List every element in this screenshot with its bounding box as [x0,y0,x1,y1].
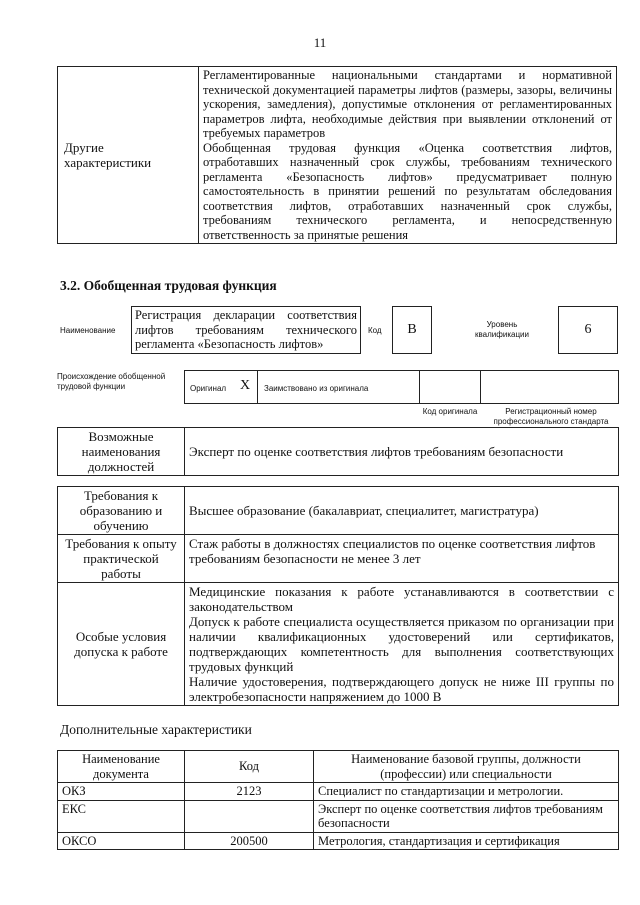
level-value: 6 [558,306,618,354]
other-characteristics-paragraph-1: Регламентированные национальными стандартами и нормативной технической документацией параметры лифтов (размеры, зазоры, величины ускорения, замедления), допустимые отклонения от регламентированных параметров лифта, необходимые действия при выявлении отклонений от требуемых параметров [203,68,612,140]
other-characteristics-table [57,66,617,244]
code-original-label: Код оригинала [422,407,478,416]
requirements-table [57,486,619,706]
function-name-box: Регистрация декларации соответствия лифтов требованиям технического регламента «Безопасность лифтов» [131,306,361,354]
experience-label: Требования к опыту практической работы [58,535,185,583]
table-row [58,832,619,850]
education-value: Высшее образование (бакалавриат, специалитет, магистратура) [185,487,619,535]
borrowed-label: Заимствовано из оригинала [264,384,369,393]
table-row [58,487,619,535]
reg-number-box [480,370,619,404]
header-code: Код [185,751,314,783]
cell-group: Эксперт по оценке соответствия лифтов требованиям безопасности [314,800,619,832]
conditions-item-2: Допуск к работе специалиста осуществляется приказом по организации при наличии квалификационных удостоверений или сертификатов, подтверждающих компетентность для выполнения соответствующих трудовых функций [189,614,614,674]
positions-table [57,427,619,476]
code-label: Код [368,326,382,335]
conditions-label: Особые условия допуска к работе [58,583,185,706]
conditions-value [185,583,619,706]
table-row [58,800,619,832]
additional-heading: Дополнительные характеристики [60,722,252,737]
table-row [58,67,617,244]
origin-label: Происхождение обобщенной трудовой функции [57,372,166,391]
other-characteristics-label: Другие характеристики [58,67,199,244]
cell-document: ОКЗ [58,783,185,801]
page-number: 11 [313,35,327,50]
code-value: В [392,306,432,354]
original-label: Оригинал [190,384,227,393]
other-characteristics-paragraph-2: Обобщенная трудовая функция «Оценка соответствия лифтов, отработавших назначенный срок службы, требованиям технического регламента «Безопасность лифтов» предусматривает полную самостоятельность в принятии решений по результатам обследования соответствия лифтов, отработавших назначенный срок службы, требованиям технического регламента, и непосредственную ответственность за принятые решения [203,140,612,242]
code-original-box [419,370,481,404]
cell-document: ЕКС [58,800,185,832]
experience-value: Стаж работы в должностях специалистов по оценке соответствия лифтов требованиям безопасности не менее 3 лет [185,535,619,583]
header-document: Наименование документа [58,751,185,783]
original-mark: X [240,378,251,393]
name-label: Наименование [60,326,116,335]
level-label: Уровень квалификации [475,320,529,339]
conditions-item-1: Медицинские показания к работе устанавливаются в соответствии с законодательством [189,584,614,614]
cell-code [185,800,314,832]
origin-divider [257,370,258,404]
table-header-row [58,751,619,783]
table-row [58,783,619,801]
header-group: Наименование базовой группы, должности (профессии) или специальности [314,751,619,783]
positions-label: Возможные наименования должностей [58,428,185,476]
cell-code: 200500 [185,832,314,850]
table-row [58,535,619,583]
additional-table [57,750,619,850]
table-row [58,583,619,706]
other-characteristics-text [199,67,617,244]
section-heading: 3.2. Обобщенная трудовая функция [60,278,277,293]
reg-number-label: Регистрационный номер профессионального стандарта [493,407,609,426]
cell-code: 2123 [185,783,314,801]
positions-value: Эксперт по оценке соответствия лифтов требованиям безопасности [185,428,619,476]
table-row [58,428,619,476]
cell-document: ОКСО [58,832,185,850]
cell-group: Специалист по стандартизации и метрологии. [314,783,619,801]
education-label: Требования к образованию и обучению [58,487,185,535]
conditions-item-3: Наличие удостоверения, подтверждающего допуск не ниже III группы по электробезопасности напряжением до 1000 В [189,674,614,704]
cell-group: Метрология, стандартизация и сертификация [314,832,619,850]
